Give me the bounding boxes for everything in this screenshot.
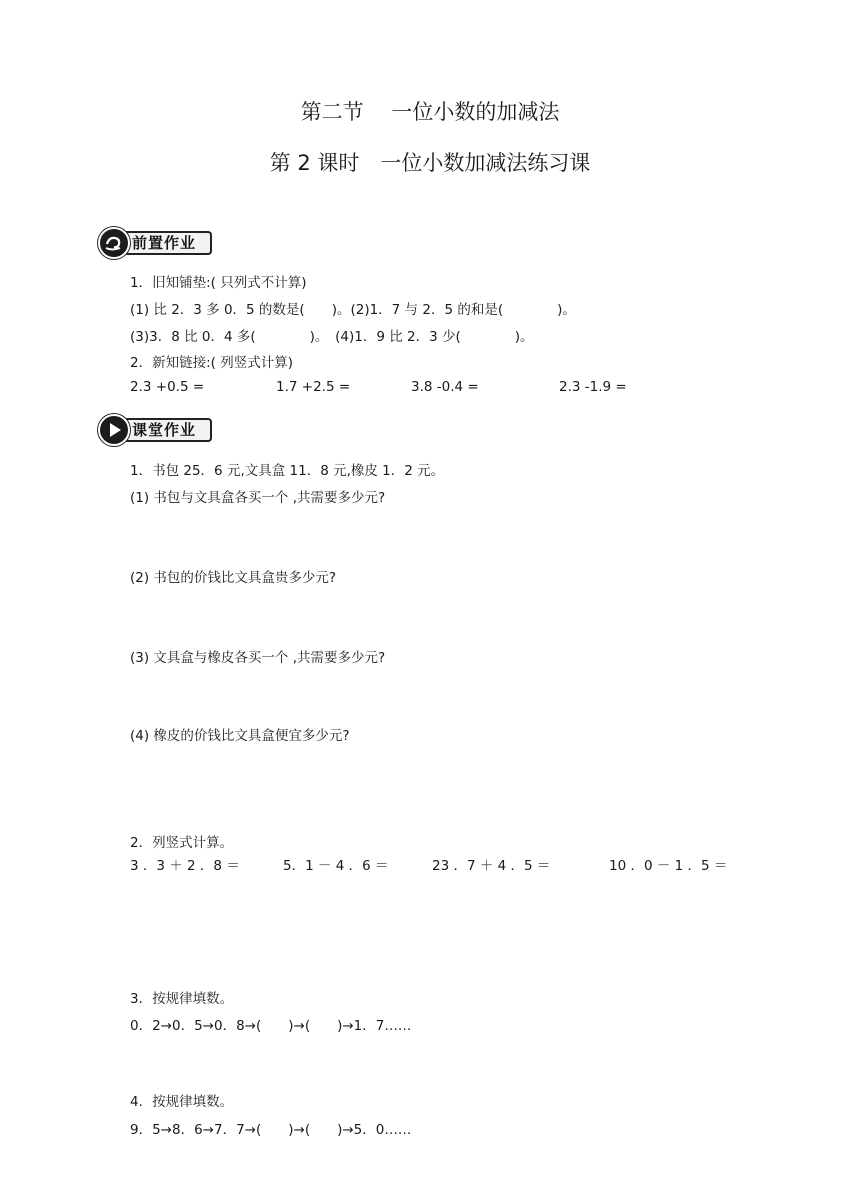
question-title: 3．按规律填数。 bbox=[130, 991, 234, 1007]
question-title: 2．新知链接:( 列竖式计算) bbox=[130, 355, 293, 371]
question-title: 4．按规律填数。 bbox=[130, 1094, 234, 1110]
swirl-icon bbox=[98, 227, 130, 259]
question-title: 1．书包 25．6 元,文具盒 11．8 元,橡皮 1．2 元。 bbox=[130, 463, 445, 479]
sub-question: (4) 橡皮的价钱比文具盒便宜多少元? bbox=[130, 728, 350, 744]
equation: 2.3 -1.9 = bbox=[559, 379, 627, 395]
sub-question: (1) 书包与文具盒各买一个 ,共需要多少元? bbox=[130, 490, 386, 506]
sub-question: (3) 文具盒与橡皮各买一个 ,共需要多少元? bbox=[130, 650, 386, 666]
page-title: 第二节 一位小数的加减法 bbox=[300, 100, 560, 124]
question-title: 2．列竖式计算。 bbox=[130, 835, 234, 851]
section-label: 前置作业 bbox=[132, 234, 197, 252]
question-line: (1) 比 2．3 多 0．5 的数是( )。(2)1．7 与 2．5 的和是( )。 bbox=[130, 302, 576, 318]
equation: 1.7 +2.5 = bbox=[276, 379, 351, 395]
question-line: (3)3．8 比 0．4 多( )。 (4)1．9 比 2．3 少( )。 bbox=[130, 329, 534, 345]
play-icon bbox=[98, 414, 130, 446]
sequence: 0．2→0．5→0．8→( )→( )→1．7…… bbox=[130, 1018, 412, 1034]
equation: 3 ．3 ＋ 2 ．8 ＝ bbox=[130, 858, 240, 874]
section-label: 课堂作业 bbox=[132, 421, 197, 439]
equation: 2.3 +0.5 = bbox=[130, 379, 205, 395]
lesson-subtitle: 第 2 课时 一位小数加减法练习课 bbox=[269, 151, 591, 175]
section-badge-classwork bbox=[96, 414, 216, 444]
question-title: 1．旧知铺垫:( 只列式不计算) bbox=[130, 275, 307, 291]
equation: 5．1 － 4 ．6 ＝ bbox=[283, 858, 389, 874]
equation: 10 ．0 － 1 ．5 ＝ bbox=[609, 858, 728, 874]
equation: 3.8 -0.4 = bbox=[411, 379, 479, 395]
equation: 23 ．7 ＋ 4 ．5 ＝ bbox=[432, 858, 551, 874]
sequence: 9．5→8．6→7．7→( )→( )→5．0…… bbox=[130, 1122, 412, 1138]
section-badge-preview bbox=[96, 227, 216, 257]
sub-question: (2) 书包的价钱比文具盒贵多少元? bbox=[130, 570, 337, 586]
